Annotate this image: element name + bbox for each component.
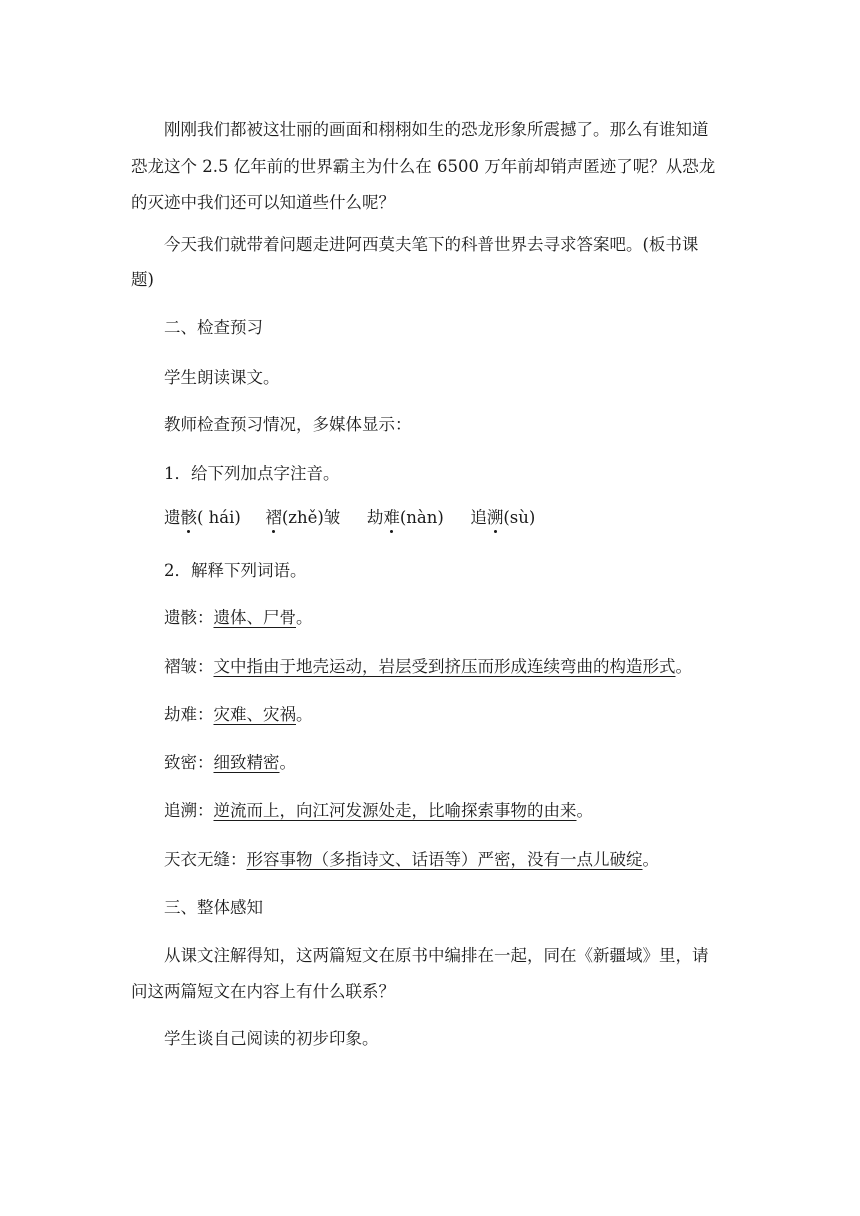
- definition-item: 遗骸：遗体、尸骨。: [164, 608, 313, 627]
- question-line-1: 从课文注解得知，这两篇短文在原书中编排在一起，同在《新疆域》里，请: [164, 946, 709, 965]
- intro-paragraph-2-line-1: 今天我们就带着问题走进阿西莫夫笔下的科普世界去寻求答案吧。(板书课: [164, 235, 699, 254]
- pinyin-word-3: 劫难(nàn): [366, 508, 444, 527]
- definition-term: 天衣无缝：: [164, 850, 247, 869]
- pinyin-row: [164, 506, 764, 530]
- definition-term: 劫难：: [164, 705, 214, 724]
- task-2-instruction: 2．解释下列词语。: [164, 561, 307, 580]
- task-1-instruction: 1．给下列加点字注音。: [164, 464, 340, 483]
- definition-term: 追溯：: [164, 801, 214, 820]
- pinyin-word-2: 褶(zhě)皱: [265, 508, 341, 527]
- definition-item: 致密：细致精密。: [164, 753, 296, 772]
- definition-text: 遗体、尸骨: [213, 608, 296, 627]
- definition-text: 形容事物（多指诗文、话语等）严密，没有一点儿破绽: [246, 850, 643, 869]
- definition-term: 褶皱：: [164, 657, 214, 676]
- student-impression-text: 学生谈自己阅读的初步印象。: [164, 1029, 379, 1048]
- definition-term: 遗骸：: [164, 608, 214, 627]
- definition-text: 灾难、灾祸: [213, 705, 296, 724]
- pinyin-word-4: 追溯(sù): [470, 508, 536, 527]
- student-read-text: 学生朗读课文。: [164, 368, 280, 387]
- intro-paragraph-1-line-2: 恐龙这个 2.5 亿年前的世界霸主为什么在 6500 万年前却销声匿迹了呢？从恐龙: [131, 157, 716, 176]
- definition-text: 文中指由于地壳运动，岩层受到挤压而形成连续弯曲的构造形式: [213, 657, 676, 676]
- intro-paragraph-1-line-3: 的灭迹中我们还可以知道些什么呢？: [131, 193, 395, 212]
- definition-item: 劫难：灾难、灾祸。: [164, 705, 313, 724]
- definition-term: 致密：: [164, 753, 214, 772]
- question-line-2: 问这两篇短文在内容上有什么联系？: [131, 982, 395, 1001]
- pinyin-word-1: 遗骸( hái): [164, 508, 241, 527]
- intro-paragraph-1-line-1: 刚刚我们都被这壮丽的画面和栩栩如生的恐龙形象所震撼了。那么有谁知道: [164, 120, 709, 139]
- teacher-check-text: 教师检查预习情况，多媒体显示：: [164, 415, 412, 434]
- definition-item: 褶皱：文中指由于地壳运动，岩层受到挤压而形成连续弯曲的构造形式。: [164, 657, 692, 676]
- section-heading-preview: 二、检查预习: [164, 318, 263, 337]
- definition-text: 细致精密: [213, 753, 280, 772]
- section-heading-overview: 三、整体感知: [164, 898, 263, 917]
- definition-item: 天衣无缝：形容事物（多指诗文、话语等）严密，没有一点儿破绽。: [164, 850, 659, 869]
- intro-paragraph-2-line-2: 题): [131, 270, 154, 289]
- definition-text: 逆流而上，向江河发源处走，比喻探索事物的由来: [213, 801, 577, 820]
- definition-item: 追溯：逆流而上，向江河发源处走，比喻探索事物的由来。: [164, 801, 593, 820]
